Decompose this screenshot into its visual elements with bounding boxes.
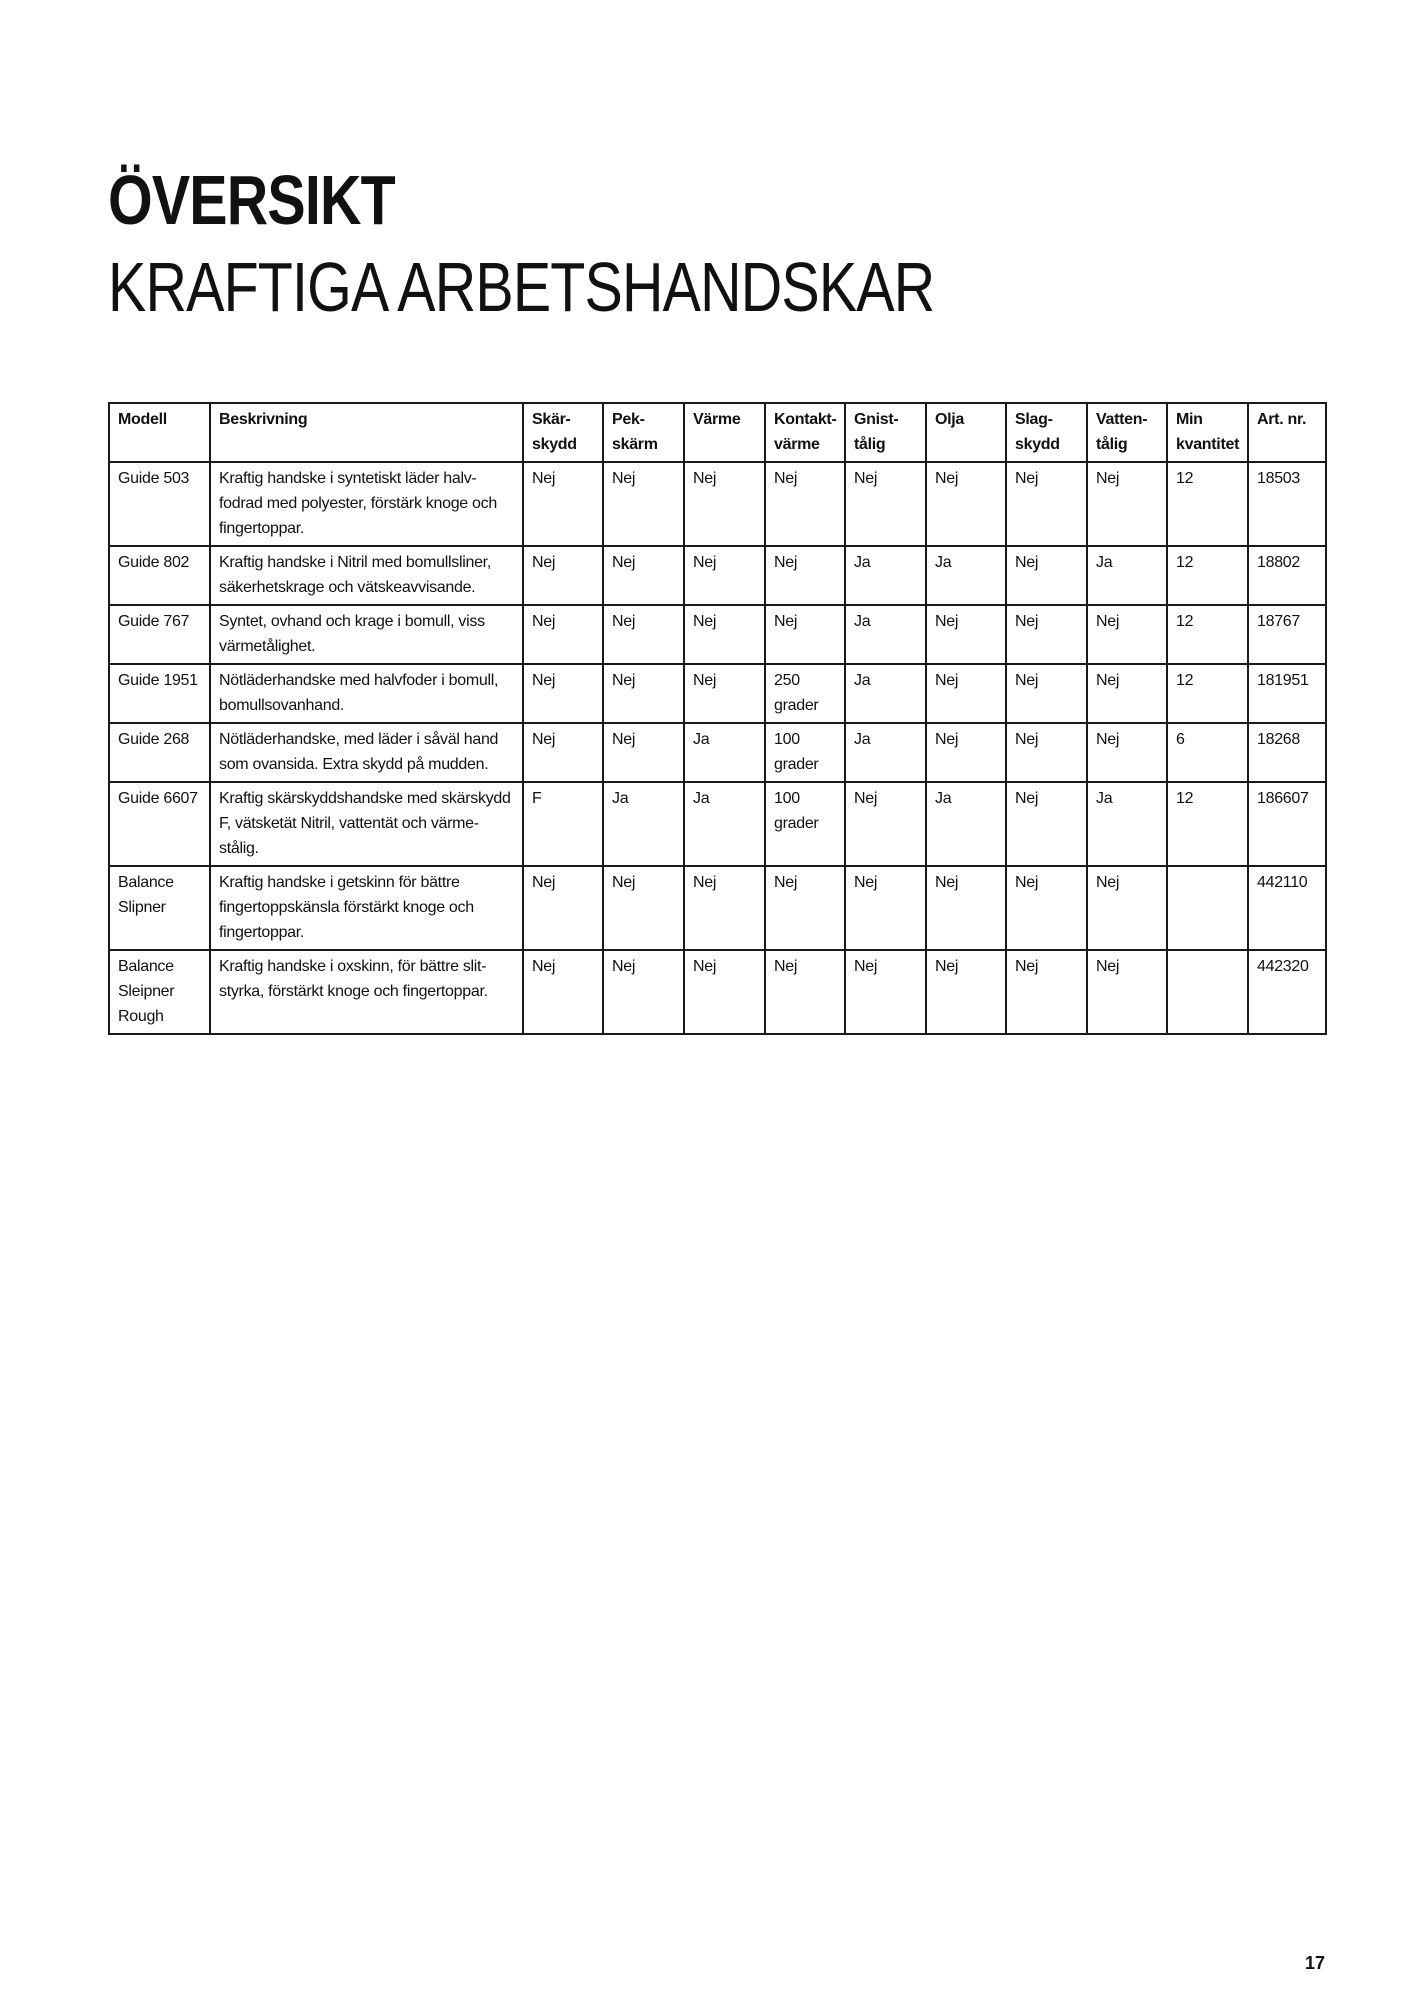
cell-pekskarm: Nej (603, 605, 684, 664)
cell-vattentalig: Nej (1087, 462, 1167, 546)
cell-beskrivning: Nötläderhandske med halvfoder i bomull, bomullsovanhand. (210, 664, 523, 723)
cell-modell: Balance Sleipner Rough (109, 950, 210, 1034)
cell-varme: Nej (684, 950, 765, 1034)
cell-modell: Guide 767 (109, 605, 210, 664)
cell-kontaktvarme: 100 grader (765, 723, 845, 782)
cell-varme: Nej (684, 866, 765, 950)
column-header-slagskydd: Slag- skydd (1006, 403, 1087, 462)
cell-vattentalig: Nej (1087, 605, 1167, 664)
cell-beskrivning: Syntet, ovhand och krage i bomull, viss värmetålighet. (210, 605, 523, 664)
table-row (109, 605, 1326, 664)
column-header-beskrivning: Beskrivning (210, 403, 523, 462)
cell-gnisttalig: Nej (845, 462, 926, 546)
cell-art-nr: 18767 (1248, 605, 1326, 664)
cell-beskrivning: Kraftig skärskyddshandske med skärskydd F, vätsketät Nitril, vattentät och värme- stålig. (210, 782, 523, 866)
column-header-kontaktvarme: Kontakt- värme (765, 403, 845, 462)
table-body (109, 462, 1326, 1034)
cell-pekskarm: Nej (603, 462, 684, 546)
cell-olja: Nej (926, 664, 1006, 723)
page-subtitle: KRAFTIGA ARBETSHANDSKAR (108, 248, 935, 326)
page-title: ÖVERSIKT (108, 161, 395, 239)
cell-vattentalig: Nej (1087, 723, 1167, 782)
cell-slagskydd: Nej (1006, 782, 1087, 866)
cell-vattentalig: Ja (1087, 546, 1167, 605)
cell-kontaktvarme: Nej (765, 605, 845, 664)
table-row (109, 723, 1326, 782)
cell-min-kvantitet (1167, 866, 1248, 950)
cell-art-nr: 186607 (1248, 782, 1326, 866)
table-row (109, 462, 1326, 546)
cell-min-kvantitet (1167, 950, 1248, 1034)
cell-gnisttalig: Nej (845, 782, 926, 866)
cell-min-kvantitet: 12 (1167, 546, 1248, 605)
cell-art-nr: 18802 (1248, 546, 1326, 605)
cell-kontaktvarme: Nej (765, 546, 845, 605)
cell-gnisttalig: Nej (845, 950, 926, 1034)
column-header-modell: Modell (109, 403, 210, 462)
cell-skarskydd: Nej (523, 664, 603, 723)
cell-olja: Nej (926, 605, 1006, 664)
cell-olja: Nej (926, 462, 1006, 546)
cell-skarskydd: Nej (523, 723, 603, 782)
page-number: 17 (1305, 1953, 1326, 1973)
cell-pekskarm: Nej (603, 950, 684, 1034)
cell-art-nr: 18268 (1248, 723, 1326, 782)
cell-art-nr: 18503 (1248, 462, 1326, 546)
cell-art-nr: 442320 (1248, 950, 1326, 1034)
cell-slagskydd: Nej (1006, 462, 1087, 546)
cell-varme: Ja (684, 782, 765, 866)
cell-gnisttalig: Ja (845, 605, 926, 664)
cell-skarskydd: Nej (523, 462, 603, 546)
table-header-row (109, 403, 1326, 462)
cell-kontaktvarme: 250 grader (765, 664, 845, 723)
cell-modell: Guide 268 (109, 723, 210, 782)
cell-varme: Nej (684, 605, 765, 664)
cell-gnisttalig: Ja (845, 723, 926, 782)
column-header-gnisttalig: Gnist- tålig (845, 403, 926, 462)
column-header-vattentalig: Vatten- tålig (1087, 403, 1167, 462)
cell-varme: Nej (684, 546, 765, 605)
table-row (109, 950, 1326, 1034)
cell-beskrivning: Kraftig handske i syntetiskt läder halv- fodrad med polyester, förstärk knoge och fingertoppar. (210, 462, 523, 546)
table-row (109, 866, 1326, 950)
cell-art-nr: 442110 (1248, 866, 1326, 950)
cell-olja: Nej (926, 950, 1006, 1034)
cell-pekskarm: Nej (603, 866, 684, 950)
cell-olja: Nej (926, 723, 1006, 782)
table-row (109, 546, 1326, 605)
cell-modell: Guide 503 (109, 462, 210, 546)
cell-min-kvantitet: 12 (1167, 462, 1248, 546)
cell-varme: Ja (684, 723, 765, 782)
cell-varme: Nej (684, 462, 765, 546)
column-header-skarskydd: Skär- skydd (523, 403, 603, 462)
cell-pekskarm: Nej (603, 546, 684, 605)
cell-skarskydd: Nej (523, 866, 603, 950)
cell-beskrivning: Kraftig handske i oxskinn, för bättre slit- styrka, förstärkt knoge och fingertoppar. (210, 950, 523, 1034)
cell-art-nr: 181951 (1248, 664, 1326, 723)
cell-vattentalig: Ja (1087, 782, 1167, 866)
cell-olja: Nej (926, 866, 1006, 950)
cell-beskrivning: Nötläderhandske, med läder i såväl hand som ovansida. Extra skydd på mudden. (210, 723, 523, 782)
cell-gnisttalig: Ja (845, 664, 926, 723)
table-row (109, 782, 1326, 866)
column-header-min-kvantitet: Min kvantitet (1167, 403, 1248, 462)
cell-skarskydd: Nej (523, 546, 603, 605)
cell-beskrivning: Kraftig handske i Nitril med bomullsliner, säkerhetskrage och vätskeavvisande. (210, 546, 523, 605)
cell-modell: Guide 802 (109, 546, 210, 605)
cell-modell: Guide 6607 (109, 782, 210, 866)
product-overview-table-wrapper (108, 402, 1325, 1035)
cell-skarskydd: Nej (523, 950, 603, 1034)
cell-kontaktvarme: 100 grader (765, 782, 845, 866)
cell-olja: Ja (926, 546, 1006, 605)
cell-pekskarm: Nej (603, 664, 684, 723)
cell-olja: Ja (926, 782, 1006, 866)
cell-min-kvantitet: 12 (1167, 605, 1248, 664)
column-header-varme: Värme (684, 403, 765, 462)
cell-pekskarm: Ja (603, 782, 684, 866)
cell-slagskydd: Nej (1006, 664, 1087, 723)
product-overview-table (108, 402, 1327, 1035)
cell-vattentalig: Nej (1087, 664, 1167, 723)
cell-slagskydd: Nej (1006, 723, 1087, 782)
column-header-olja: Olja (926, 403, 1006, 462)
cell-min-kvantitet: 12 (1167, 664, 1248, 723)
cell-slagskydd: Nej (1006, 546, 1087, 605)
cell-modell: Guide 1951 (109, 664, 210, 723)
cell-kontaktvarme: Nej (765, 462, 845, 546)
cell-gnisttalig: Ja (845, 546, 926, 605)
column-header-pekskarm: Pek- skärm (603, 403, 684, 462)
cell-min-kvantitet: 6 (1167, 723, 1248, 782)
table-row (109, 664, 1326, 723)
cell-vattentalig: Nej (1087, 866, 1167, 950)
cell-vattentalig: Nej (1087, 950, 1167, 1034)
cell-kontaktvarme: Nej (765, 866, 845, 950)
cell-kontaktvarme: Nej (765, 950, 845, 1034)
cell-modell: Balance Slipner (109, 866, 210, 950)
cell-min-kvantitet: 12 (1167, 782, 1248, 866)
cell-beskrivning: Kraftig handske i getskinn för bättre fingertoppskänsla förstärkt knoge och fingertoppar. (210, 866, 523, 950)
cell-slagskydd: Nej (1006, 866, 1087, 950)
cell-gnisttalig: Nej (845, 866, 926, 950)
cell-varme: Nej (684, 664, 765, 723)
cell-slagskydd: Nej (1006, 950, 1087, 1034)
column-header-art-nr: Art. nr. (1248, 403, 1326, 462)
cell-skarskydd: F (523, 782, 603, 866)
cell-skarskydd: Nej (523, 605, 603, 664)
cell-slagskydd: Nej (1006, 605, 1087, 664)
cell-pekskarm: Nej (603, 723, 684, 782)
